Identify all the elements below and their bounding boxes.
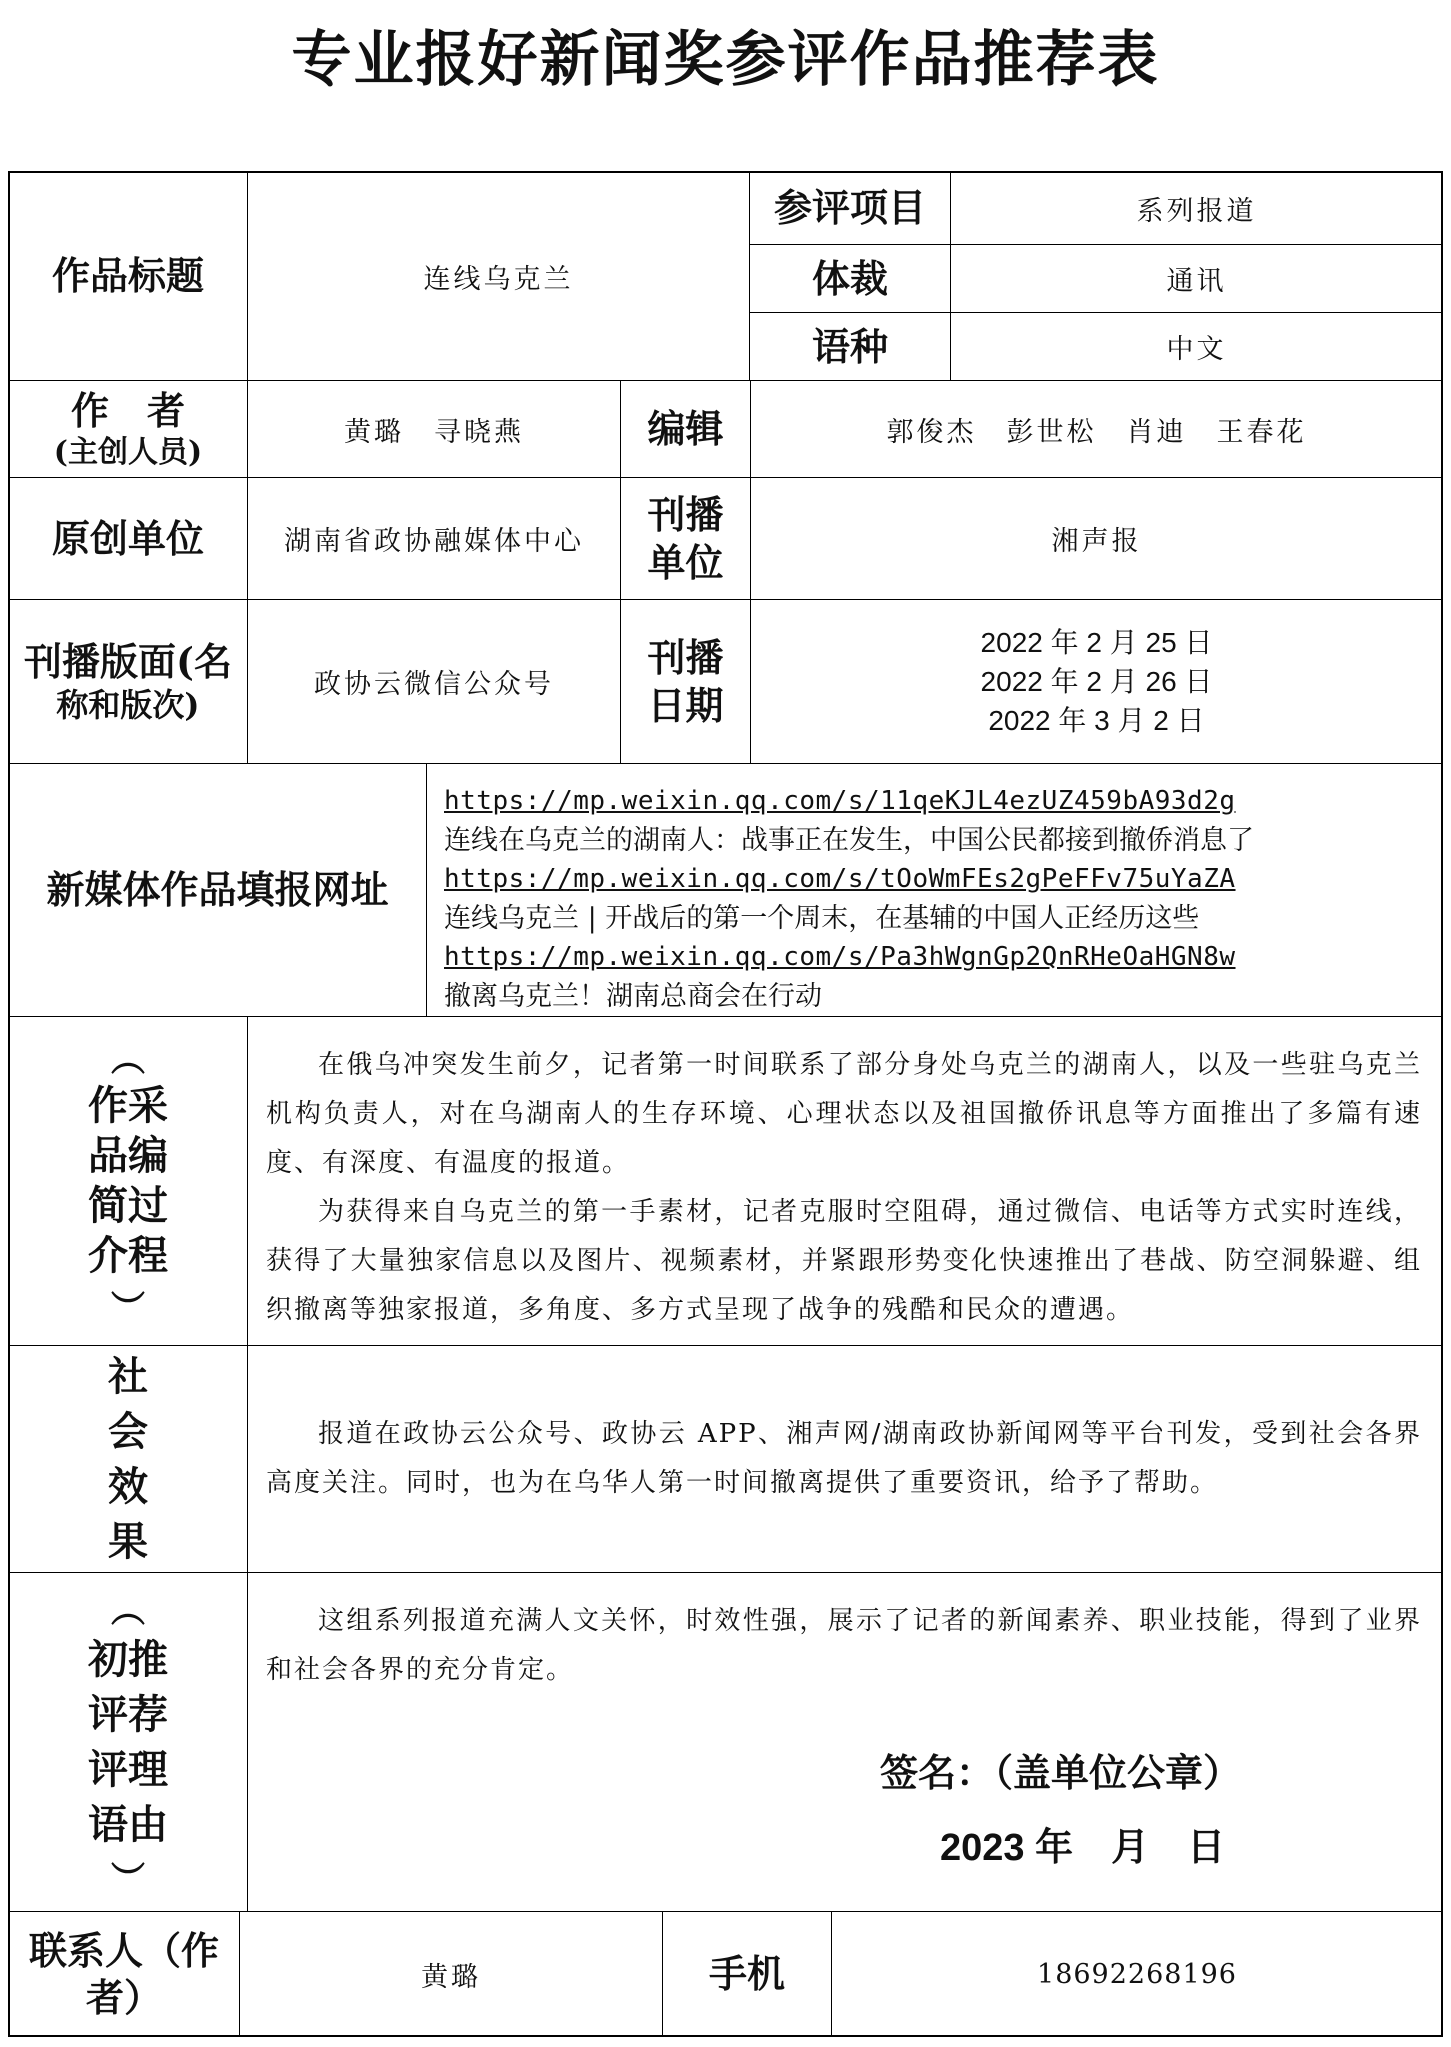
- publish-date-label: [620, 599, 751, 764]
- social-effect-char-4: 果: [108, 1518, 148, 1565]
- layout-label: [8, 599, 248, 764]
- language-label: 语种: [749, 312, 951, 381]
- review-label-row-4: 语由: [88, 1801, 168, 1848]
- publish-date-label-line2: 日期: [647, 682, 724, 728]
- publish-date-2: 2022 年 2 月 26 日: [980, 666, 1213, 697]
- intro-label-close: ︶: [111, 1289, 145, 1329]
- article-link-3[interactable]: https://mp.weixin.qq.com/s/Pa3hWgnGp2QnRHeOaHGN8w: [444, 942, 1236, 972]
- phone-label: 手机: [662, 1911, 832, 2037]
- intro-label-row-4: 介程: [88, 1232, 168, 1279]
- publish-unit-label: [620, 477, 751, 600]
- article-title-1: 连线在乌克兰的湖南人：战事正在发生，中国公民都接到撤侨消息了: [444, 825, 1254, 856]
- review-label-close: ︶: [111, 1860, 145, 1900]
- intro-content: [247, 1016, 1443, 1346]
- origin-unit-label: 原创单位: [8, 477, 248, 600]
- review-label-open: ︵: [111, 1591, 145, 1631]
- contact-label-line2: 者）: [85, 1975, 162, 2020]
- social-effect-char-1: 社: [108, 1353, 148, 1400]
- intro-label-open: ︵: [111, 1040, 145, 1080]
- review-label: [8, 1572, 248, 1912]
- signature-line: 签名：（盖单位公章）: [880, 1750, 1242, 1795]
- language-value: 中文: [950, 312, 1443, 381]
- contact-label: [8, 1911, 240, 2037]
- social-effect-label: [8, 1345, 248, 1573]
- document-title: 专业报好新闻奖参评作品推荐表: [291, 25, 1160, 95]
- review-content: [247, 1572, 1443, 1912]
- intro-paragraph-1: 在俄乌冲突发生前夕，记者第一时间联系了部分身处乌克兰的湖南人，以及一些驻乌克兰机构负责人，对在乌湖南人的生存环境、心理状态以及祖国撤侨讯息等方面推出了多篇有速度、有深度、有温度的报道。: [266, 1050, 1422, 1178]
- social-effect-char-2: 会: [108, 1408, 148, 1455]
- new-media-url-list: [426, 768, 1442, 1017]
- article-title-3: 撤离乌克兰！湖南总商会在行动: [444, 981, 822, 1012]
- origin-unit-value: 湖南省政协融媒体中心: [247, 477, 621, 600]
- editor-value: 郭俊杰 彭世松 肖迪 王春花: [750, 380, 1443, 478]
- genre-label: 体裁: [749, 244, 951, 313]
- intro-label-row-2: 品编: [88, 1132, 168, 1179]
- social-effect-content: [247, 1345, 1443, 1573]
- intro-label-row-3: 简过: [88, 1182, 168, 1229]
- article-title-2: 连线乌克兰 | 开战后的第一个周末，在基辅的中国人正经历这些: [444, 903, 1200, 934]
- author-value: 黄璐 寻晓燕: [247, 380, 621, 478]
- author-label-line2: (主创人员): [53, 435, 203, 470]
- publish-date-label-line1: 刊播: [647, 635, 724, 680]
- title-value: 连线乌克兰: [247, 171, 750, 381]
- contact-value: 黄璐: [239, 1911, 663, 2037]
- author-label: [8, 380, 248, 478]
- review-label-row-2: 评荐: [88, 1691, 168, 1738]
- social-effect-char-3: 效: [108, 1463, 148, 1510]
- layout-label-line2: 称和版次): [56, 686, 200, 725]
- author-label-line1: 作 者: [70, 387, 185, 433]
- intro-paragraph-2: 为获得来自乌克兰的第一手素材，记者克服时空阻碍，通过微信、电话等方式实时连线，获得了大量独家信息以及图片、视频素材，并紧跟形势变化快速推出了巷战、防空洞躲避、组织撤离等独家报道，多角度、多方式呈现了战争的残酷和民众的遭遇。: [266, 1197, 1422, 1325]
- new-media-url-label: 新媒体作品填报网址: [8, 763, 427, 1017]
- layout-value: 政协云微信公众号: [247, 599, 621, 764]
- editor-label: 编辑: [620, 380, 751, 478]
- contact-label-line1: 联系人（作: [28, 1927, 219, 1973]
- category-value: 系列报道: [950, 171, 1443, 245]
- intro-label-row-1: 作采: [88, 1082, 168, 1129]
- publish-date-3: 2022 年 3 月 2 日: [988, 705, 1205, 736]
- article-link-1[interactable]: https://mp.weixin.qq.com/s/11qeKJL4ezUZ459bA93d2g: [444, 786, 1236, 816]
- publish-unit-label-line1: 刊播: [647, 492, 724, 537]
- publish-date-values: [750, 599, 1443, 764]
- publish-unit-value: 湘声报: [750, 477, 1443, 600]
- intro-label: [8, 1016, 248, 1346]
- category-label: 参评项目: [749, 171, 951, 245]
- layout-label-line1: 刊播版面(名: [24, 638, 232, 684]
- article-link-2[interactable]: https://mp.weixin.qq.com/s/tOoWmFEs2gPeFFv75uYaZA: [444, 864, 1236, 894]
- phone-value: 18692268196: [831, 1911, 1443, 2037]
- social-effect-paragraph: 报道在政协云公众号、政协云 APP、湘声网/湖南政协新闻网等平台刊发，受到社会各界高度关注。同时，也为在乌华人第一时间撤离提供了重要资讯，给予了帮助。: [266, 1419, 1422, 1498]
- review-paragraph: 这组系列报道充满人文关怀，时效性强，展示了记者的新闻素养、职业技能，得到了业界和社会各界的充分肯定。: [266, 1606, 1422, 1685]
- title-label: 作品标题: [8, 171, 248, 381]
- publish-date-1: 2022 年 2 月 25 日: [980, 627, 1213, 658]
- review-label-row-3: 评理: [88, 1746, 168, 1793]
- review-label-row-1: 初推: [88, 1636, 168, 1683]
- publish-unit-label-line2: 单位: [647, 539, 724, 585]
- signature-date: 2023 年 月 日: [940, 1827, 1226, 1869]
- genre-value: 通讯: [950, 244, 1443, 313]
